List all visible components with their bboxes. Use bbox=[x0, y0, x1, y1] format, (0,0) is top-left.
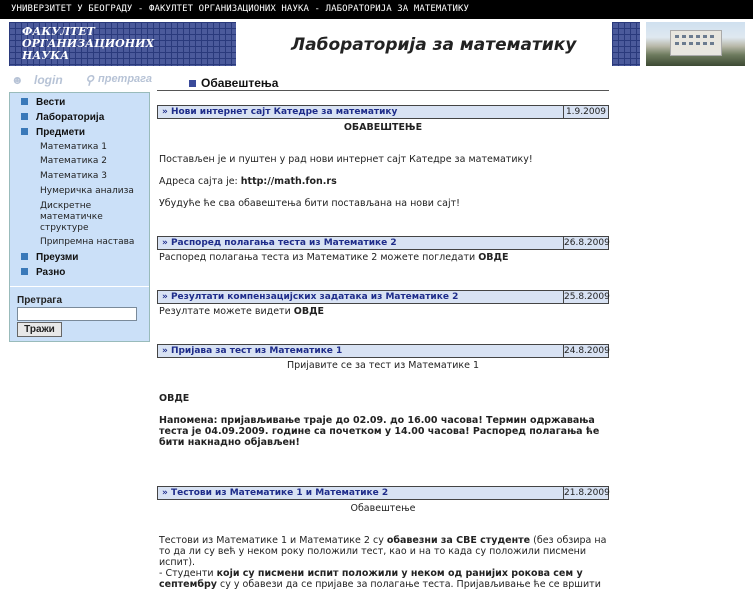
site-url-link[interactable]: http://math.fon.rs bbox=[240, 176, 337, 187]
news-header-4[interactable] bbox=[157, 344, 609, 358]
news-paragraph: Убудуће ће сва обавештења бити постављана на нови сајт! bbox=[159, 198, 460, 209]
sidebar-item-razno[interactable]: Разно bbox=[21, 267, 65, 278]
sidebar-subitem-matematika-3[interactable]: Математика 3 bbox=[40, 171, 107, 181]
sidebar-item-preuzmi[interactable]: Преузми bbox=[21, 252, 78, 263]
news-header-1[interactable] bbox=[157, 105, 609, 119]
news-date: 26.8.2009 bbox=[564, 238, 610, 248]
bullet-square-icon bbox=[21, 98, 28, 105]
title-underline bbox=[157, 90, 609, 91]
sidebar-item-vesti[interactable]: Вести bbox=[21, 97, 65, 108]
news-date: 24.8.2009 bbox=[564, 346, 610, 356]
ovde-link[interactable]: ОВДЕ bbox=[478, 252, 509, 263]
news-paragraph: - Студенти који су писмени испит положили у неком од ранијих рокова сем у септембру су у обавези да се пријаве за полагање теста. Пријављивање ће се вршити bbox=[159, 568, 601, 590]
bullet-square-icon bbox=[21, 128, 28, 135]
sidebar-subitem-numericka-analiza[interactable]: Нумеричка анализа bbox=[40, 186, 134, 196]
banner-title-area bbox=[236, 22, 612, 66]
search-link[interactable]: претрага bbox=[98, 73, 153, 85]
news-title[interactable]: » Нови интернет сајт Катедре за математику bbox=[162, 107, 398, 117]
search-icon: ⚲ bbox=[85, 73, 94, 87]
bullet-square-icon bbox=[21, 113, 28, 120]
sidebar-item-predmeti[interactable]: Предмети bbox=[21, 127, 85, 138]
news-title[interactable]: » Распоред полагања теста из Математике 2 bbox=[162, 238, 397, 248]
news-paragraph: Тестови из Математике 1 и Математике 2 су обавезни за СВЕ студенте (без обзира на то да ли су већ у неком року положили тест, као и на то када су положили писмени испит). bbox=[159, 535, 607, 568]
bullet-square-icon bbox=[21, 253, 28, 260]
news-title[interactable]: » Тестови из Математике 1 и Математике 2 bbox=[162, 488, 389, 498]
news-paragraph: Пријавите се за тест из Математике 1 bbox=[286, 360, 480, 371]
building-photo bbox=[646, 22, 745, 66]
news-subtitle: ОБАВЕШТЕЊЕ bbox=[343, 122, 423, 133]
sidebar-item-laboratorija[interactable]: Лабораторија bbox=[21, 112, 104, 123]
sidebar-subitem-matematika-2[interactable]: Математика 2 bbox=[40, 156, 107, 166]
bullet-square-icon bbox=[21, 268, 28, 275]
sidebar-subitem-matematika-1[interactable]: Математика 1 bbox=[40, 142, 107, 152]
sidebar-divider bbox=[10, 286, 149, 287]
news-paragraph: Распоред полагања теста из Математике 2 можете погледати ОВДЕ bbox=[159, 252, 509, 263]
news-header-5[interactable] bbox=[157, 486, 609, 500]
users-icon: ☻ bbox=[11, 73, 24, 87]
sidebar bbox=[9, 92, 150, 342]
ovde-link[interactable]: ОВДЕ bbox=[159, 393, 190, 404]
news-date: 25.8.2009 bbox=[564, 292, 610, 302]
news-paragraph: Постављен је и пуштен у рад нови интернет сајт Катедре за математику! bbox=[159, 154, 533, 165]
site-title: Лабораторија за математику bbox=[291, 35, 577, 55]
top-bar bbox=[0, 0, 753, 19]
ovde-link[interactable]: ОВДЕ bbox=[293, 306, 325, 317]
search-button[interactable]: Тражи bbox=[17, 322, 62, 337]
page-title: Обавештења bbox=[189, 76, 278, 90]
news-paragraph: Резултате можете видети ОВДЕ bbox=[159, 306, 325, 317]
news-title[interactable]: » Пријава за тест из Математике 1 bbox=[162, 346, 343, 356]
banner bbox=[0, 19, 753, 69]
banner-grid-decoration bbox=[612, 22, 640, 66]
top-bar-text: УНИВЕРЗИТЕТ У БЕОГРАДУ - ФАКУЛТЕТ ОРГАНИЗАЦИОНИХ НАУКА - ЛАБОРАТОРИЈА ЗА МАТЕМАТИКУ bbox=[11, 4, 470, 14]
title-bullet-icon bbox=[189, 80, 196, 87]
login-link[interactable]: login bbox=[34, 73, 63, 87]
news-date: 21.8.2009 bbox=[564, 488, 610, 498]
news-title[interactable]: » Резултати компензацијских задатака из Математике 2 bbox=[162, 292, 459, 302]
search-label: Претрага bbox=[17, 295, 63, 306]
news-header-3[interactable] bbox=[157, 290, 609, 304]
news-paragraph: Адреса сајта је: http://math.fon.rs bbox=[159, 176, 337, 187]
sidebar-subitem-pripremna[interactable]: Припремна настава bbox=[40, 237, 135, 247]
subnav bbox=[9, 73, 153, 89]
search-input[interactable] bbox=[17, 307, 137, 321]
sidebar-subitem-diskretne[interactable]: Дискретне математичке структуре bbox=[40, 201, 103, 233]
news-subtitle: Обавештење bbox=[350, 503, 416, 514]
news-date: 1.9.2009 bbox=[563, 106, 608, 118]
faculty-logo-text: ФАКУЛТЕТ ОРГАНИЗАЦИОНИХ НАУКА bbox=[22, 25, 155, 62]
news-header-2[interactable] bbox=[157, 236, 609, 250]
news-note: Напомена: пријављивање траје до 02.09. до 16.00 часова! Термин одржавања теста је 04.09.2009. године са почетком у 14.00 часова! Распоред полагања ће бити накнадно објављен! bbox=[159, 415, 600, 448]
faculty-logo[interactable] bbox=[9, 22, 236, 66]
